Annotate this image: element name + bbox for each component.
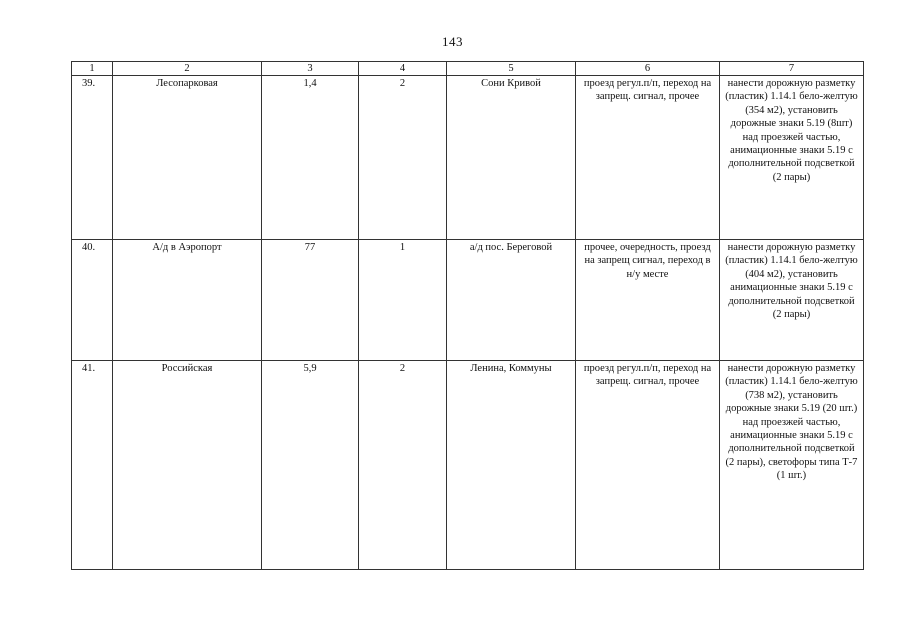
row-number: 41. <box>72 361 113 570</box>
column-header: 6 <box>576 62 720 76</box>
table-header-row <box>72 62 864 76</box>
table-row <box>72 361 864 570</box>
measures: нанести дорожную разметку (пластик) 1.14.1 бело-желтую (404 м2), установить анимационные знаки 5.19 с дополнительной подсветкой (2 пары) <box>720 240 864 361</box>
value-column-4: 2 <box>359 361 447 570</box>
page-number: 143 <box>442 34 463 49</box>
column-header: 1 <box>72 62 113 76</box>
street-name: А/д в Аэропорт <box>113 240 262 361</box>
column-header: 2 <box>113 62 262 76</box>
table-row <box>72 240 864 361</box>
table-row <box>72 76 864 240</box>
data-table <box>71 61 864 570</box>
row-number: 40. <box>72 240 113 361</box>
intersection: Сони Кривой <box>447 76 576 240</box>
intersection: Ленина, Коммуны <box>447 361 576 570</box>
street-name: Лесопарковая <box>113 76 262 240</box>
column-header: 5 <box>447 62 576 76</box>
value-column-4: 1 <box>359 240 447 361</box>
column-header: 4 <box>359 62 447 76</box>
value-column-3: 1,4 <box>262 76 359 240</box>
column-header: 7 <box>720 62 864 76</box>
intersection: а/д пос. Береговой <box>447 240 576 361</box>
value-column-4: 2 <box>359 76 447 240</box>
measures: нанести дорожную разметку (пластик) 1.14.1 бело-желтую (738 м2), установить дорожные знаки 5.19 (20 шт.) над проезжей частью, анимационные знаки 5.19 с дополнительной подсветкой (2 пары), светофоры типа Т-7 (1 шт.) <box>720 361 864 570</box>
violation-types: проезд регул.п/п, переход на запрещ. сигнал, прочее <box>576 361 720 570</box>
value-column-3: 77 <box>262 240 359 361</box>
street-name: Российская <box>113 361 262 570</box>
column-header: 3 <box>262 62 359 76</box>
violation-types: прочее, очередность, проезд на запрещ сигнал, переход в н/у месте <box>576 240 720 361</box>
measures: нанести дорожную разметку (пластик) 1.14.1 бело-желтую (354 м2), установить дорожные знаки 5.19 (8шт) над проезжей частью, анимационные знаки 5.19 с дополнительной подсветкой (2 пары) <box>720 76 864 240</box>
value-column-3: 5,9 <box>262 361 359 570</box>
violation-types: проезд регул.п/п, переход на запрещ. сигнал, прочее <box>576 76 720 240</box>
row-number: 39. <box>72 76 113 240</box>
